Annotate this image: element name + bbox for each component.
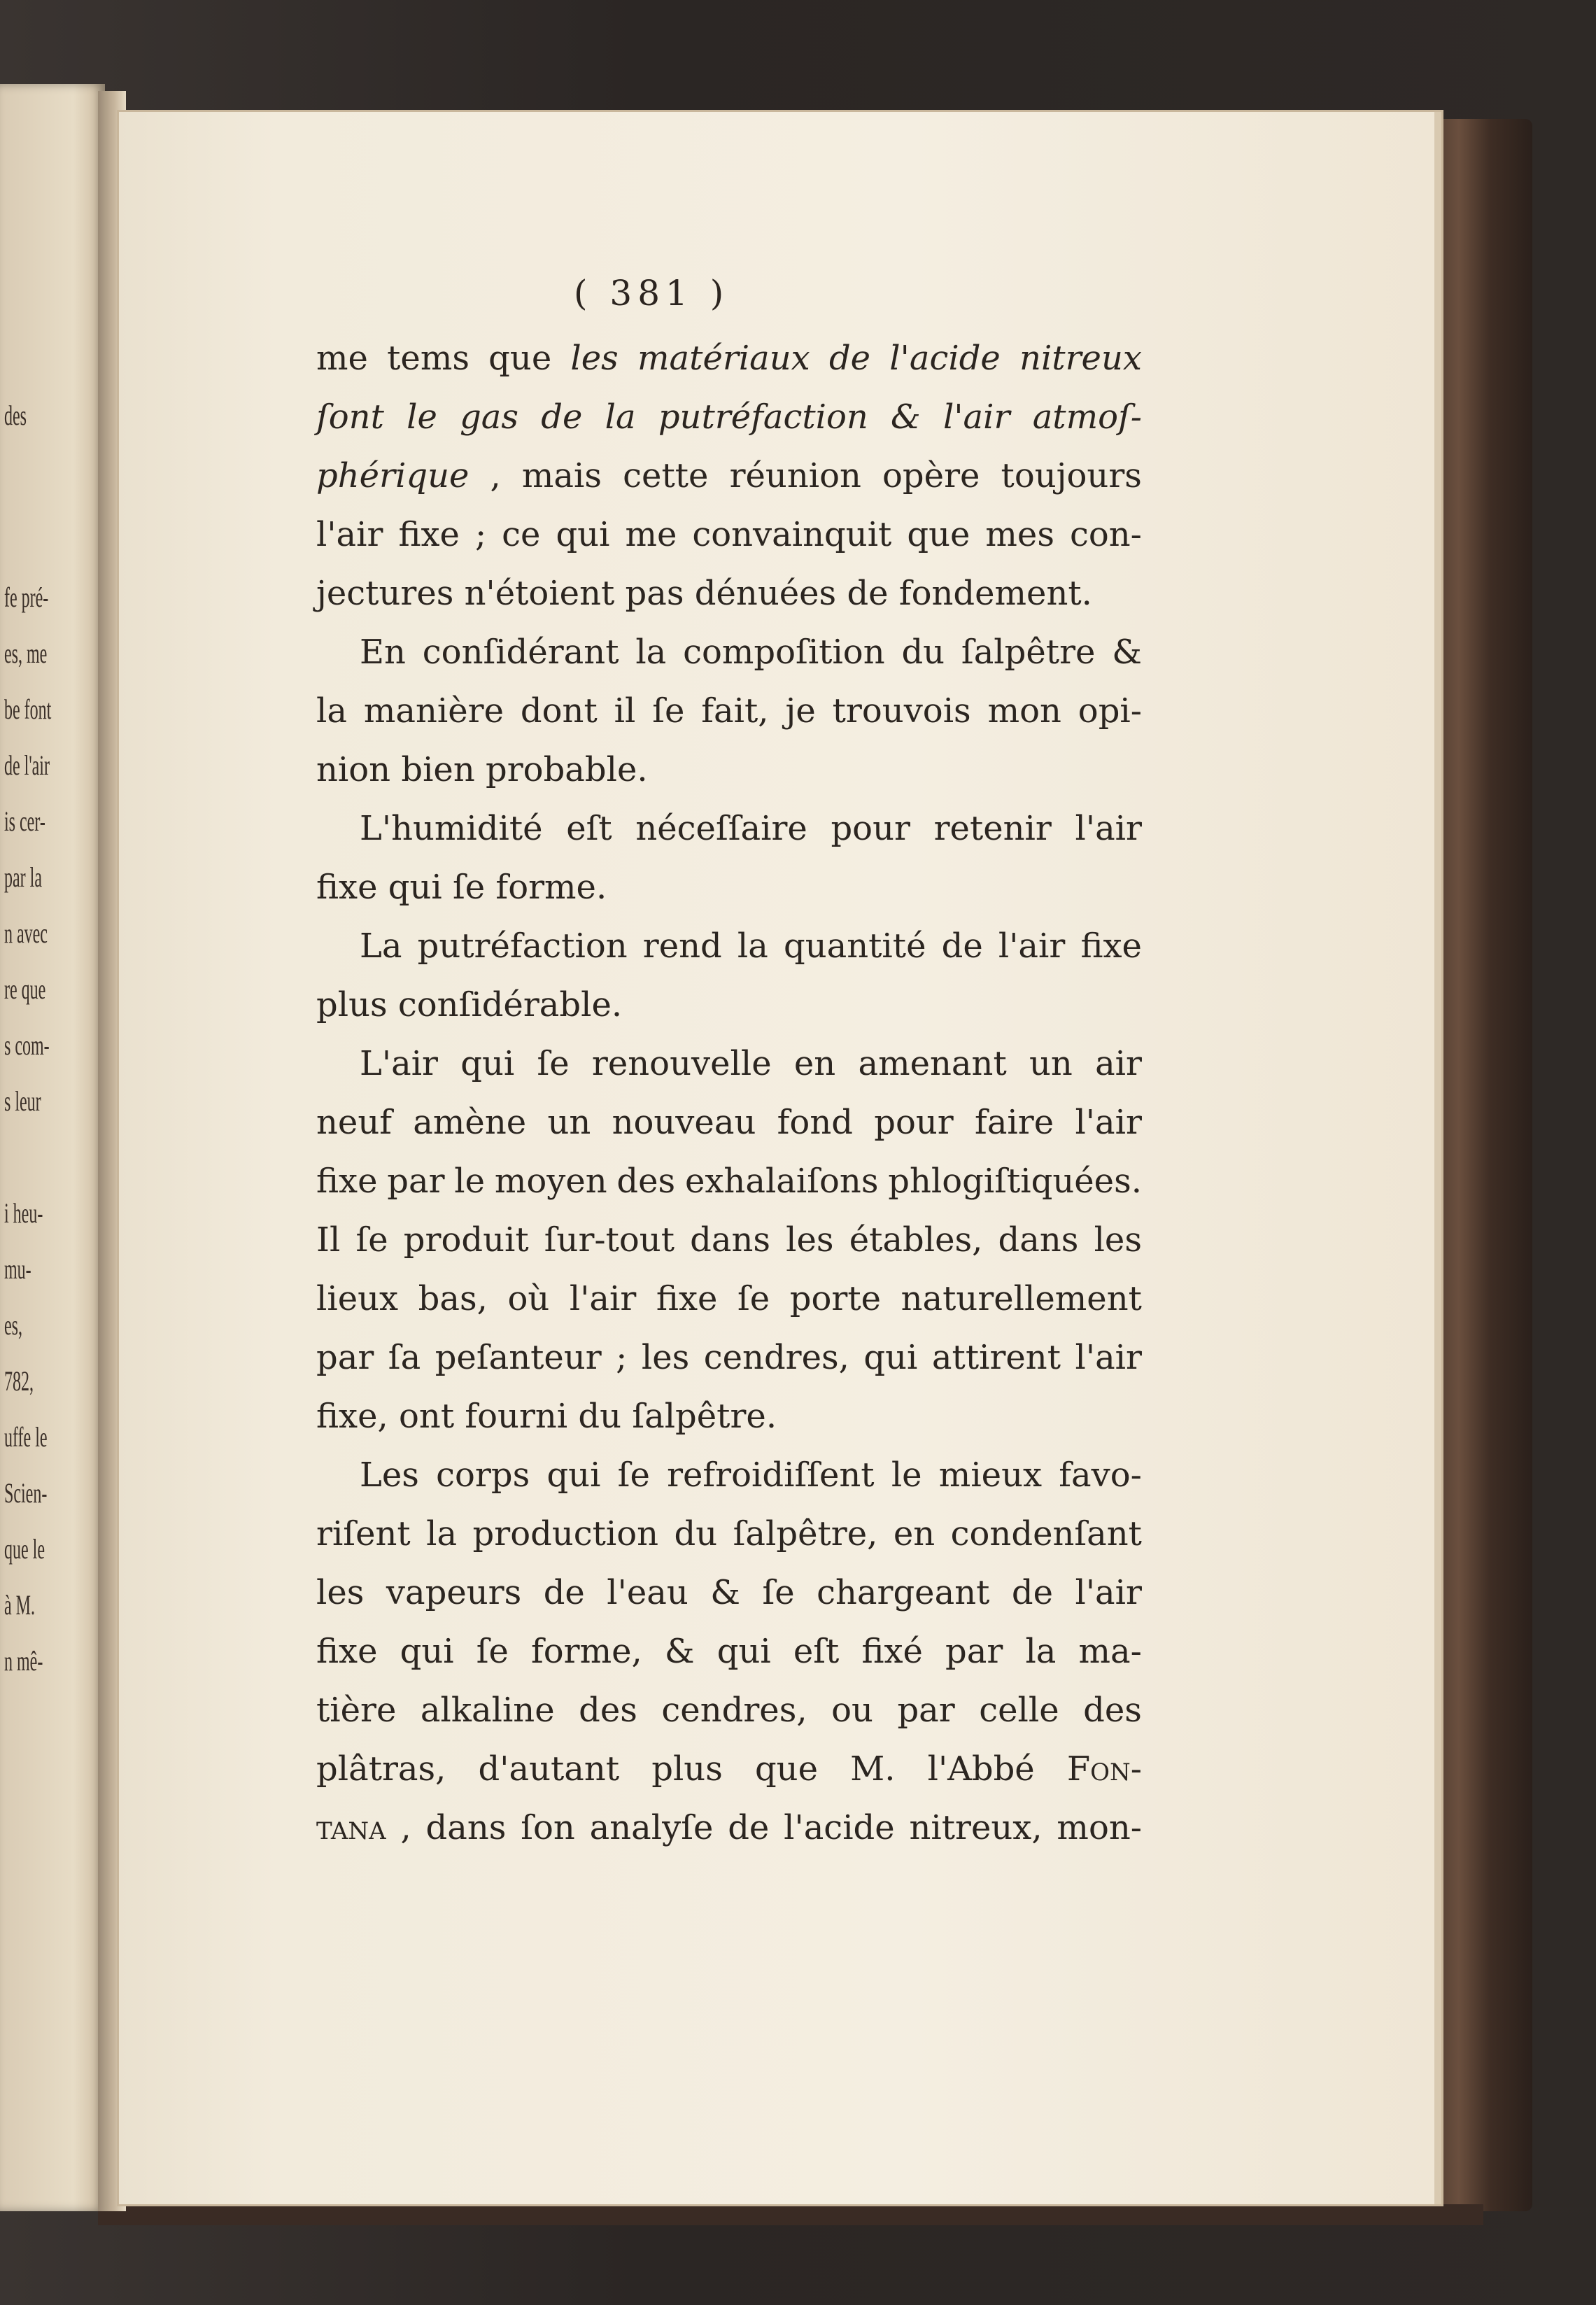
text-line <box>316 975 1142 1034</box>
text-line <box>316 799 1142 858</box>
word: & <box>1112 633 1142 672</box>
word: vapeurs <box>386 1573 522 1612</box>
word: tière <box>316 1691 397 1730</box>
word: moyen <box>494 1162 607 1201</box>
word: qui <box>400 1632 454 1671</box>
word: dans <box>425 1808 507 1847</box>
word: qui <box>716 1632 771 1671</box>
facing-page-fragment: par la <box>4 861 42 893</box>
word: L'humidité <box>360 809 543 848</box>
word: d'autant <box>478 1749 620 1789</box>
word: pour <box>831 809 910 848</box>
word: l'air <box>1075 1573 1142 1612</box>
word: étables, <box>849 1220 983 1260</box>
word: l'Abbé <box>927 1749 1035 1789</box>
word: amène <box>413 1103 527 1142</box>
facing-page-fragment: de l'air <box>4 749 50 781</box>
word: ſon <box>521 1808 575 1847</box>
text-segment: fixe, ont fourni du ſalpêtre. <box>316 1397 777 1436</box>
word: matériaux <box>637 339 810 378</box>
word: opi- <box>1078 691 1142 731</box>
text-segment: jectures n'étoient pas dénuées de fondement. <box>316 574 1092 613</box>
word: de <box>543 1573 585 1612</box>
word: des <box>579 1691 637 1730</box>
word: manière <box>363 691 504 731</box>
word: ſa <box>388 1338 421 1377</box>
word: dont <box>520 691 598 731</box>
word: l'acide <box>889 339 1001 378</box>
word: ſe <box>476 1632 509 1671</box>
word: en <box>893 1514 935 1553</box>
word: L'air <box>360 1044 438 1083</box>
word: fixe <box>1080 926 1142 966</box>
word: produit <box>403 1220 529 1260</box>
word: chargeant <box>817 1573 990 1612</box>
word: des <box>1083 1691 1142 1730</box>
text-line <box>316 1504 1142 1563</box>
word: neuf <box>316 1103 392 1142</box>
text-segment: plus conſidérable. <box>316 985 623 1024</box>
word: par <box>897 1691 955 1730</box>
word: du <box>901 633 945 672</box>
word: l'air <box>943 397 1010 437</box>
text-line <box>316 740 1142 799</box>
word: qui <box>863 1338 918 1377</box>
word: des <box>616 1162 676 1201</box>
facing-page-fragment: s leur <box>4 1085 41 1117</box>
word: que <box>488 339 552 378</box>
word: dans <box>690 1220 771 1260</box>
word: conſidérant <box>422 633 619 672</box>
facing-page-fragment: des <box>4 400 27 431</box>
word: La <box>360 926 402 966</box>
word: porte <box>789 1279 882 1318</box>
word: eſt <box>566 809 612 848</box>
word: ; <box>616 1338 628 1377</box>
facing-page-fragment: uffe le <box>4 1421 48 1453</box>
word: plâtras, <box>316 1749 446 1789</box>
word: favo- <box>1059 1455 1142 1495</box>
word: fixe <box>398 515 460 554</box>
facing-page-fragment: es, me <box>4 637 48 669</box>
word: néceſſaire <box>635 809 807 848</box>
facing-page-fragment: be font <box>4 693 52 725</box>
word: réunion <box>729 456 861 495</box>
word: de <box>828 339 871 378</box>
word: naturellement <box>901 1279 1142 1318</box>
word: ; <box>474 515 487 554</box>
word: de <box>1011 1573 1054 1612</box>
word: en <box>793 1044 836 1083</box>
word: où <box>507 1279 550 1318</box>
facing-page-fragment: que le <box>4 1533 45 1565</box>
text-line <box>316 1563 1142 1622</box>
word: M. <box>850 1749 896 1789</box>
word: renouvelle <box>591 1044 772 1083</box>
word: con- <box>1069 515 1142 554</box>
word: ſur-tout <box>544 1220 675 1260</box>
word: & <box>664 1632 695 1671</box>
text-line <box>316 1740 1142 1798</box>
word: , <box>400 1808 411 1847</box>
word: tems <box>387 339 469 378</box>
facing-page-fragment: Scien- <box>4 1477 48 1509</box>
word: un <box>547 1103 591 1142</box>
text-line <box>316 1034 1142 1093</box>
word: le <box>407 397 437 437</box>
word: condenſant <box>950 1514 1142 1553</box>
word: l'air <box>1075 809 1142 848</box>
word: les <box>641 1338 690 1377</box>
word: qui <box>460 1044 515 1083</box>
text-line <box>316 917 1142 975</box>
text-line <box>316 1622 1142 1681</box>
word: l'eau <box>607 1573 688 1612</box>
text-line <box>316 623 1142 682</box>
word: que <box>754 1749 818 1789</box>
word: compoſition <box>683 633 885 672</box>
word: & <box>891 397 921 437</box>
word: du <box>674 1514 718 1553</box>
word: toujours <box>1001 456 1142 495</box>
text-line <box>316 682 1142 740</box>
text-line <box>316 1269 1142 1328</box>
text-line <box>316 505 1142 564</box>
word: fixe <box>656 1279 718 1318</box>
word: lieux <box>316 1279 399 1318</box>
word: ſe <box>762 1573 795 1612</box>
word: plus <box>651 1749 723 1789</box>
word: faire <box>975 1103 1054 1142</box>
word: les <box>1094 1220 1142 1260</box>
word: riſent <box>316 1514 411 1553</box>
text-line <box>316 1328 1142 1387</box>
word: atmoſ- <box>1032 397 1142 437</box>
word: qui <box>556 515 610 554</box>
word: l'air <box>998 926 1066 966</box>
word: opère <box>882 456 980 495</box>
word: ce <box>502 515 541 554</box>
facing-page-fragment: re que <box>4 973 46 1005</box>
word: par <box>316 1338 374 1377</box>
word: de <box>941 926 983 966</box>
text-line <box>316 388 1142 446</box>
word: que <box>907 515 970 554</box>
text-line <box>316 1152 1142 1211</box>
facing-page-fragment: n avec <box>4 917 48 949</box>
word: mon <box>987 691 1061 731</box>
word: le <box>454 1162 486 1201</box>
word: nitreux, <box>909 1808 1043 1847</box>
word: tana <box>316 1808 386 1847</box>
text-segment: fixe qui ſe forme. <box>316 868 607 907</box>
word: alkaline <box>420 1691 555 1730</box>
word: fond <box>777 1103 853 1142</box>
word: refroidiſſent <box>667 1455 875 1495</box>
word: ſe <box>737 1279 770 1318</box>
word: air <box>1095 1044 1142 1083</box>
word: ſe <box>617 1455 650 1495</box>
word: fixe <box>316 1162 378 1201</box>
word: la <box>605 397 636 437</box>
word: la <box>635 633 667 672</box>
facing-page-fragment: à M. <box>4 1589 35 1621</box>
word: l'air <box>1075 1103 1142 1142</box>
text-line <box>316 329 1142 388</box>
word: Il <box>316 1220 341 1260</box>
text-line <box>316 1093 1142 1152</box>
word: phlogiſtiquées. <box>888 1162 1142 1201</box>
word: production <box>472 1514 659 1553</box>
word: fait, <box>701 691 769 731</box>
word: ſe <box>537 1044 570 1083</box>
word: un <box>1029 1044 1073 1083</box>
word: les <box>316 1573 365 1612</box>
facing-page-fragment: s com- <box>4 1029 50 1061</box>
word: il <box>614 691 636 731</box>
word: mes <box>985 515 1054 554</box>
word: la <box>316 691 347 731</box>
word: mon- <box>1057 1808 1142 1847</box>
word: par <box>387 1162 445 1201</box>
word: quantité <box>783 926 926 966</box>
word: ſe <box>652 691 685 731</box>
word: les <box>786 1220 834 1260</box>
facing-page-fragment: i heu- <box>4 1197 43 1229</box>
text-line <box>316 1387 1142 1446</box>
word: bas, <box>418 1279 488 1318</box>
word: amenant <box>858 1044 1007 1083</box>
page-number: ( 381 ) <box>574 273 730 313</box>
word: ou <box>831 1691 873 1730</box>
word: la <box>1025 1632 1057 1671</box>
word: cendres, <box>703 1338 849 1377</box>
word: qui <box>546 1455 601 1495</box>
word: Fon- <box>1066 1749 1142 1789</box>
book-cover-bottom <box>98 2204 1483 2225</box>
word: peſanteur <box>435 1338 602 1377</box>
word: de <box>728 1808 770 1847</box>
word: gas <box>460 397 519 437</box>
book-cover-edge <box>1427 119 1532 2211</box>
word: fixé <box>861 1632 923 1671</box>
word: convainquit <box>692 515 892 554</box>
facing-page-fragment: is cer- <box>4 805 45 837</box>
text-segment: nion bien probable. <box>316 750 648 789</box>
word: mieux <box>938 1455 1043 1495</box>
word: Les <box>360 1455 419 1495</box>
word: la <box>737 926 768 966</box>
word: forme, <box>531 1632 642 1671</box>
text-line <box>316 1798 1142 1857</box>
word: la <box>426 1514 458 1553</box>
word: eſt <box>793 1632 840 1671</box>
word: l'acide <box>784 1808 895 1847</box>
word: & <box>710 1573 740 1612</box>
word: corps <box>436 1455 530 1495</box>
text-line <box>316 564 1142 623</box>
word: nouveau <box>612 1103 756 1142</box>
facing-page-fragment: fe pré- <box>4 581 49 613</box>
word: les <box>570 339 619 378</box>
facing-page-fragment: n mê- <box>4 1645 43 1677</box>
word: mais <box>521 456 602 495</box>
word: retenir <box>933 809 1052 848</box>
word: me <box>316 339 368 378</box>
text-line <box>316 446 1142 505</box>
text-line <box>316 1211 1142 1269</box>
word: fixe <box>316 1632 378 1671</box>
page-text <box>316 329 1142 1857</box>
word: par <box>945 1632 1003 1671</box>
word: analyſe <box>589 1808 714 1847</box>
word: En <box>360 633 406 672</box>
facing-page <box>0 84 105 2211</box>
facing-page-fragment: 782, <box>4 1365 34 1397</box>
word: putréfaction <box>417 926 628 966</box>
word: l'air <box>1075 1338 1142 1377</box>
word: nitreux <box>1019 339 1142 378</box>
text-line <box>316 858 1142 917</box>
text-line <box>316 1446 1142 1504</box>
facing-page-fragment: mu- <box>4 1253 31 1285</box>
facing-page-fragment: es, <box>4 1309 22 1341</box>
word: me <box>625 515 677 554</box>
word: ſalpêtre, <box>733 1514 878 1553</box>
word: ma- <box>1078 1632 1142 1671</box>
word: l'air <box>569 1279 637 1318</box>
word: trouvois <box>832 691 971 731</box>
word: , <box>490 456 501 495</box>
word: pour <box>874 1103 954 1142</box>
word: putréfaction <box>658 397 868 437</box>
word: celle <box>979 1691 1059 1730</box>
word: phérique <box>316 456 469 495</box>
word: je <box>785 691 816 731</box>
word: de <box>541 397 583 437</box>
word: le <box>891 1455 922 1495</box>
word: ſont <box>316 397 384 437</box>
word: l'air <box>316 515 383 554</box>
word: rend <box>642 926 722 966</box>
text-line <box>316 1681 1142 1740</box>
word: exhalaiſons <box>684 1162 879 1201</box>
word: ſe <box>355 1220 388 1260</box>
word: ſalpêtre <box>961 633 1096 672</box>
word: dans <box>998 1220 1079 1260</box>
word: cette <box>623 456 709 495</box>
word: cendres, <box>661 1691 807 1730</box>
word: attirent <box>931 1338 1061 1377</box>
